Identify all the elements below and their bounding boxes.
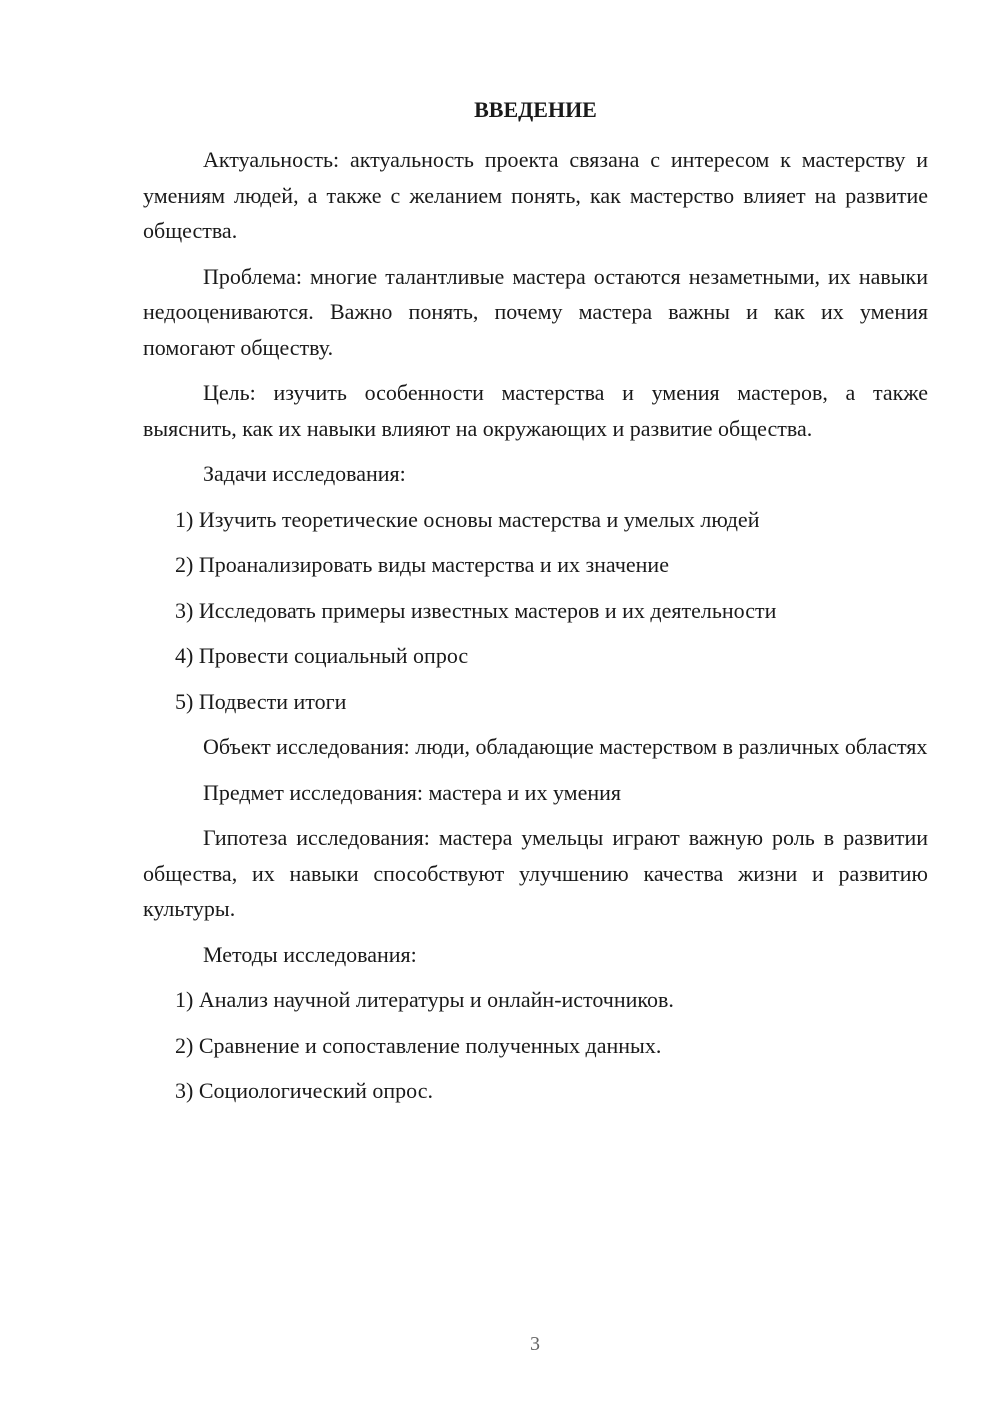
document-body: [143, 142, 928, 1119]
relevance-paragraph: Актуальность: актуальность проекта связана с интересом к мастерству и умениям людей, а также с желанием понять, как мастерство влияет на развитие общества.: [143, 147, 928, 243]
methods-heading: Методы исследования:: [203, 941, 417, 967]
hypothesis-paragraph: Гипотеза исследования: мастера умельцы играют важную роль в развитии общества, их навыки способствуют улучшению качества жизни и развитию культуры.: [143, 825, 928, 921]
goal-paragraph: Цель: изучить особенности мастерства и умения мастеров, а также выяснить, как их навыки влияют на окружающих и развитие общества.: [143, 380, 928, 441]
list-item: 5) Подвести итоги: [175, 688, 347, 714]
list-item: 4) Провести социальный опрос: [175, 643, 469, 668]
methods-list: [143, 982, 928, 1109]
problem-paragraph: Проблема: многие талантливые мастера остаются незаметными, их навыки недооцениваются. Важно понять, почему мастера важны и как их умения помогают обществу.: [143, 263, 928, 360]
tasks-heading: Задачи исследования:: [203, 461, 406, 486]
list-item: 1) Изучить теоретические основы мастерства и умелых людей: [175, 506, 760, 532]
list-item: 2) Сравнение и сопоставление полученных данных.: [175, 1032, 662, 1058]
list-item: 1) Анализ научной литературы и онлайн-источников.: [175, 987, 674, 1012]
tasks-list: [143, 502, 928, 720]
list-item: 2) Проанализировать виды мастерства и их значение: [175, 552, 669, 577]
subject-paragraph: Предмет исследования: мастера и их умения: [203, 779, 621, 805]
object-paragraph: Объект исследования: люди, обладающие мастерством в различных областях: [203, 734, 928, 759]
page-number: 3: [530, 1333, 540, 1355]
list-item: 3) Социологический опрос.: [175, 1078, 433, 1103]
page-title: ВВЕДЕНИЕ: [474, 97, 597, 122]
list-item: 3) Исследовать примеры известных мастеров и их деятельности: [175, 597, 777, 623]
